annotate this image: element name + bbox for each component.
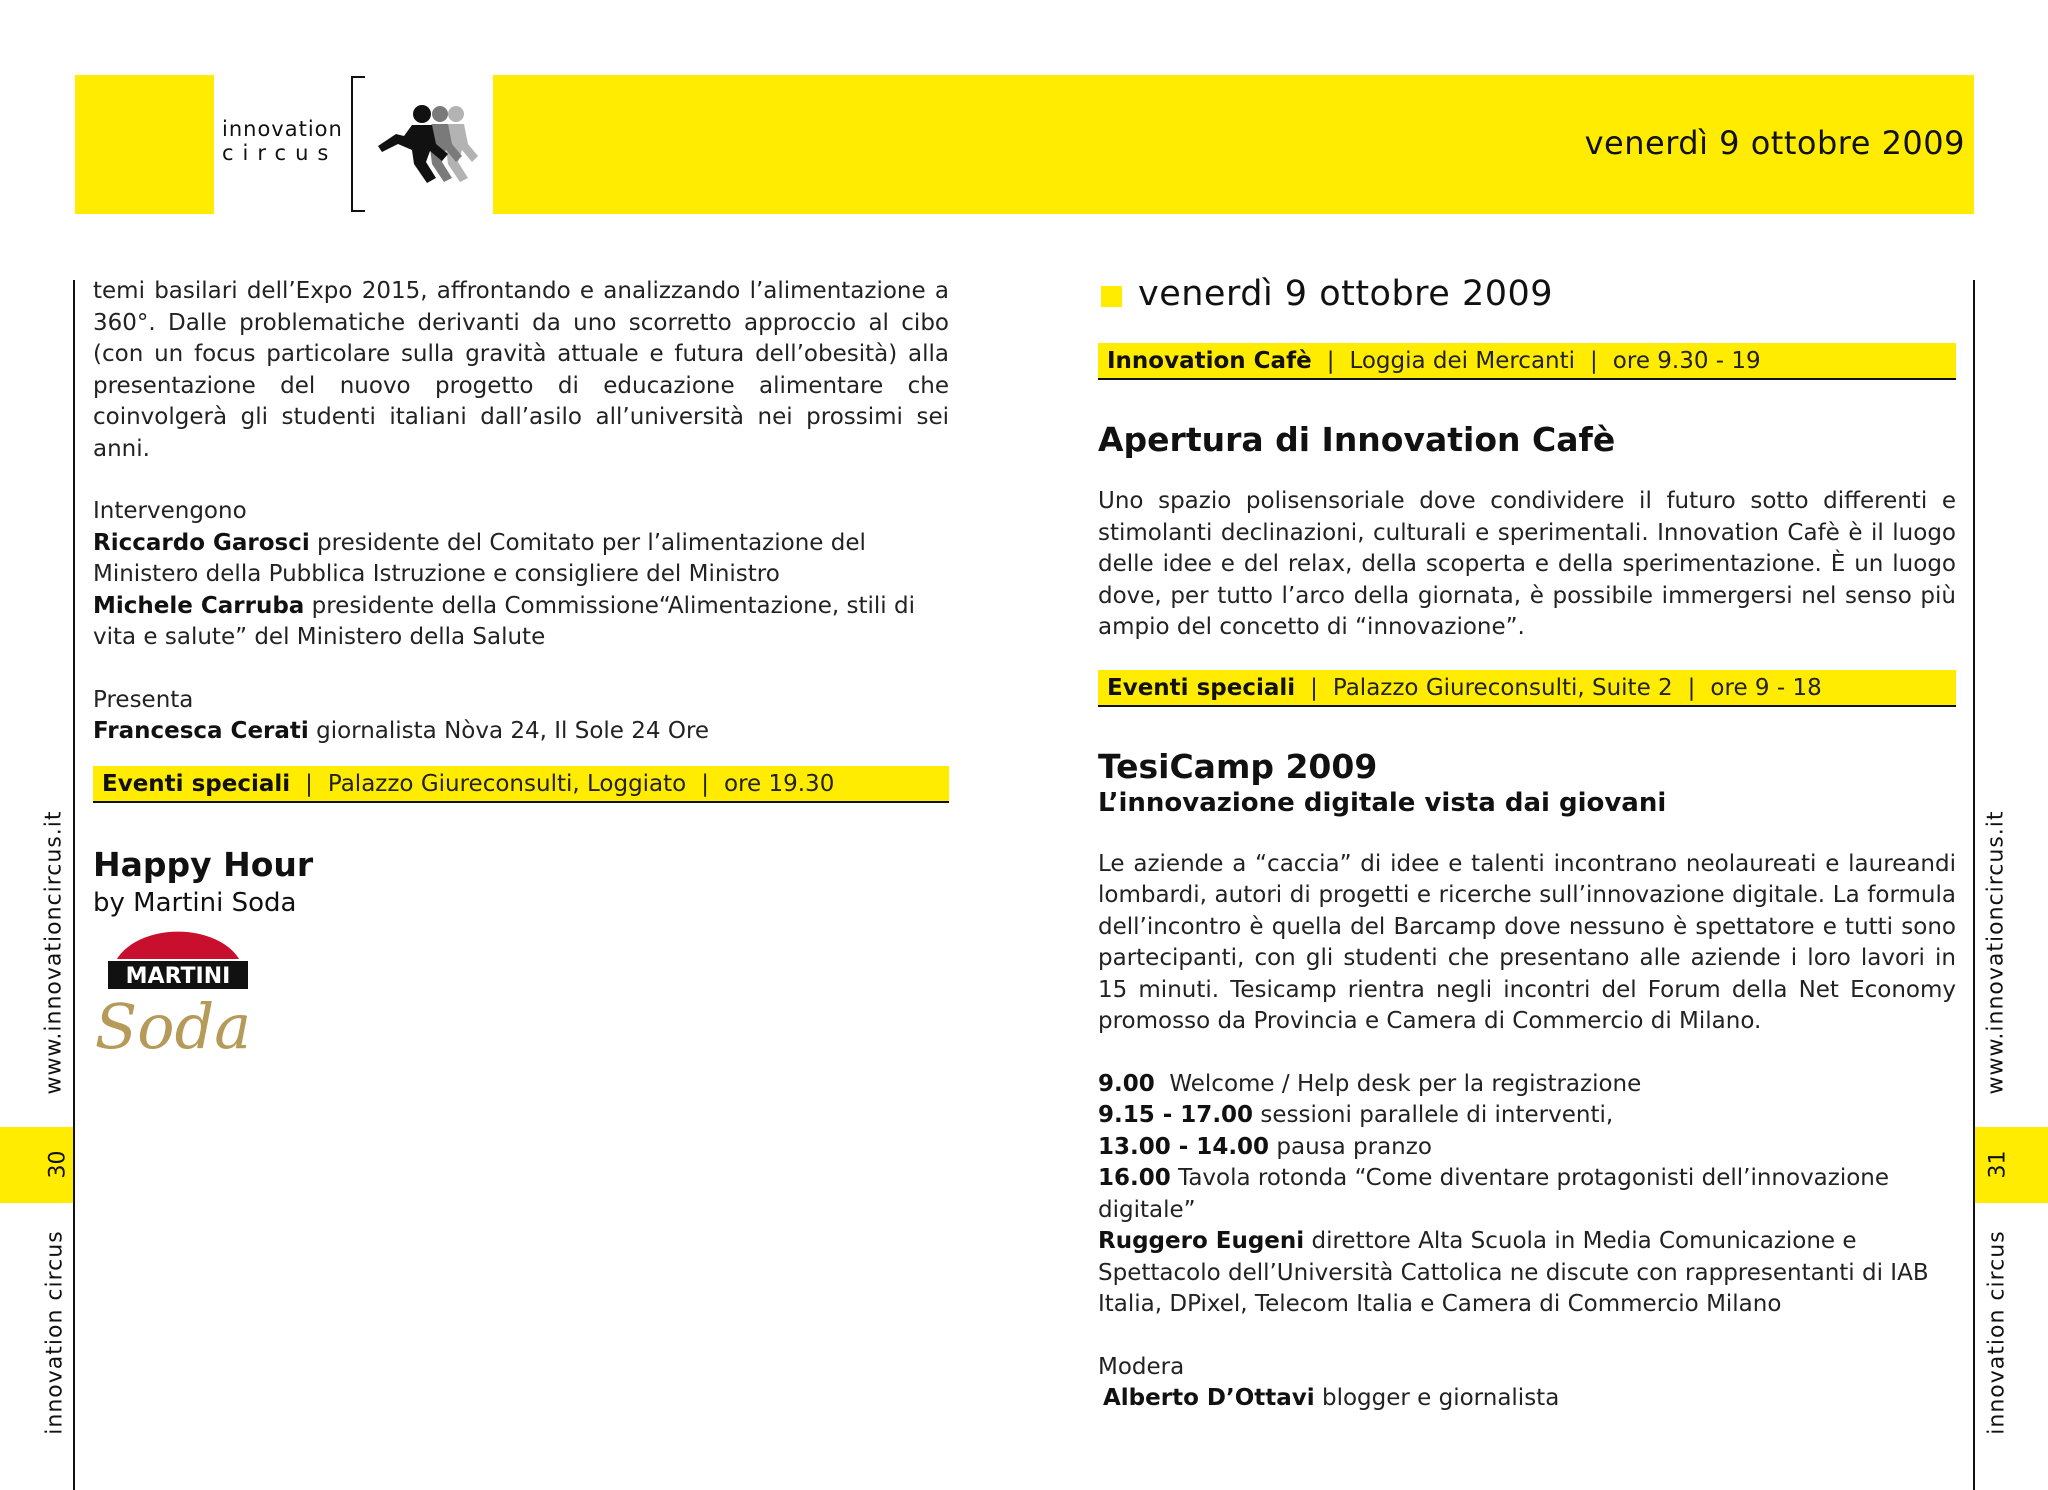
soda-script: Soda — [94, 990, 252, 1063]
event-description: Le aziende a “caccia” di idee e talenti incontrano neolaureati e laureandi lombardi, autori di progetti e ricerche sull’innovazione digitale. La formula dell’incontro è quella del Barcamp dove nessuno è spettatore e tutti sono partecipanti, con gli studenti che presentano alle aziende i loro lavori in 15 minuti. Tesicamp rientra negli incontri del Forum della Net Economy promosso da Provincia e Camera di Commercio di Milano. — [1098, 850, 1956, 1034]
discussant-name: Ruggero Eugeni — [1098, 1228, 1305, 1254]
speaker-role: presidente della Commissione“Alimentazione, stili di vita e salute” del Ministero della Salute — [93, 592, 915, 650]
separator: | — [305, 770, 313, 797]
event-time: ore 9 - 18 — [1710, 674, 1822, 701]
presenter-entry — [93, 716, 949, 748]
schedule-time: 9.15 - 17.00 — [1098, 1102, 1254, 1128]
schedule-text: Welcome / Help desk per la registrazione — [1154, 1070, 1642, 1097]
presenta-label: Presenta — [93, 686, 194, 713]
logo-wordmark — [222, 117, 343, 165]
moderator-role: blogger e giornalista — [1314, 1385, 1560, 1411]
martini-wordmark: MARTINI — [125, 964, 231, 989]
moderator-entry — [1098, 1383, 1956, 1415]
event-description: Uno spazio polisensoriale dove condividere il futuro sotto differenti e stimolanti declinazioni, culturali e sperimentali. Innovation Cafè è il luogo delle idee e del relax, della scoperta e della sperimentazione. È un luogo dove, per tutto l’arco della giornata, è possibile immergersi nel senso più ampio del concetto di “innovazione”. — [1098, 488, 1956, 640]
logo-line2: circus — [222, 141, 338, 165]
yellow-square-bullet — [1101, 286, 1122, 307]
day-title: venerdì 9 ottobre 2009 — [1138, 274, 1554, 314]
schedule-item — [1098, 1132, 1956, 1164]
logo-line1: innovation — [222, 117, 343, 141]
schedule-text: sessioni parallele di interventi, — [1253, 1102, 1614, 1128]
sidebar-url-left: www.innovationcircus.it — [41, 810, 67, 1095]
event-info-bar — [1098, 343, 1956, 380]
schedule-text: Tavola rotonda “Come diventare protagonisti dell’innovazione digitale” — [1098, 1165, 1890, 1223]
event-title: TesiCamp 2009 — [1098, 746, 1378, 786]
schedule-text: pausa pranzo — [1269, 1133, 1432, 1160]
separator: | — [1590, 348, 1598, 374]
right-column — [1098, 270, 1956, 1415]
event-category: Eventi speciali — [1107, 674, 1296, 701]
event-location: Palazzo Giureconsulti, Suite 2 — [1332, 674, 1673, 701]
schedule-item — [1098, 1069, 1956, 1101]
left-margin-rule — [73, 280, 75, 1490]
separator: | — [1326, 348, 1335, 374]
martini-soda-logo — [93, 930, 263, 1070]
discussant-role: direttore Alta Scuola in Media Comunicazione e Spettacolo dell’Università Cattolica ne discute con rappresentanti di IAB Italia, DPixel, Telecom Italia e Camera di Commercio Milano — [1098, 1228, 1929, 1317]
page-number-right: 31 — [1985, 1150, 2011, 1179]
separator: | — [1310, 674, 1318, 701]
speaker-name: Riccardo Garosci — [93, 529, 310, 556]
presenter-name: Francesca Cerati — [93, 718, 309, 744]
event-info-bar — [93, 766, 949, 803]
left-column — [93, 276, 949, 921]
event-title: Happy Hour — [93, 844, 314, 884]
speaker-role: presidente del Comitato per l’alimentazione del Ministero della Pubblica Istruzione e consigliere del Ministro — [93, 529, 866, 587]
event-subtitle: L’innovazione digitale vista dai giovani — [1098, 787, 1667, 818]
schedule-time: 9.00 — [1098, 1070, 1155, 1097]
header-date: venerdì 9 ottobre 2009 — [1584, 124, 1965, 162]
intro-paragraph: temi basilari dell’Expo 2015, affrontando e analizzando l’alimentazione a 360°. Dalle problematiche derivanti da uno scorretto approccio al cibo (con un focus particolare sulla gravità attuale e futura dell’obesità) alla presentazione del nuovo progetto di educazione alimentare che coinvolgerà gli studenti italiani dall’asilo all’università nei prossimi sei anni. — [93, 278, 949, 462]
logo-bracket — [351, 76, 365, 212]
moderator-name: Alberto D’Ottavi — [1103, 1385, 1315, 1411]
separator: | — [1687, 674, 1696, 701]
sidebar-brand-right: innovation circus — [1984, 1230, 2010, 1435]
event-location: Palazzo Giureconsulti, Loggiato — [327, 770, 687, 797]
schedule-item — [1098, 1163, 1956, 1226]
event-category: Eventi speciali — [102, 770, 291, 797]
schedule-time: 13.00 - 14.00 — [1098, 1133, 1270, 1160]
intervengono-label: Intervengono — [93, 498, 247, 524]
schedule-item — [1098, 1100, 1956, 1132]
running-figures-icon — [378, 104, 488, 184]
speaker-entry — [93, 591, 949, 654]
sidebar-brand-left: innovation circus — [42, 1230, 68, 1435]
speaker-name: Michele Carruba — [93, 592, 305, 619]
discussant-entry — [1098, 1226, 1956, 1321]
day-heading — [1098, 270, 1956, 318]
speaker-entry — [93, 528, 949, 591]
modera-label: Modera — [1098, 1353, 1185, 1380]
right-margin-rule — [1973, 280, 1975, 1490]
separator: | — [701, 770, 709, 797]
event-byline: by Martini Soda — [93, 887, 297, 918]
page-number-left: 30 — [45, 1150, 71, 1179]
event-info-bar — [1098, 670, 1956, 707]
header-yellow-block-left — [75, 75, 214, 214]
presenter-role: giornalista Nòva 24, Il Sole 24 Ore — [308, 718, 710, 744]
event-category: Innovation Cafè — [1107, 348, 1312, 374]
event-title: Apertura di Innovation Cafè — [1098, 420, 1616, 459]
sidebar-url-right: www.innovationcircus.it — [1983, 810, 2009, 1095]
event-time: ore 19.30 — [724, 770, 835, 797]
event-time: ore 9.30 - 19 — [1612, 348, 1761, 374]
event-location: Loggia dei Mercanti — [1349, 348, 1576, 374]
schedule-time: 16.00 — [1098, 1165, 1171, 1191]
